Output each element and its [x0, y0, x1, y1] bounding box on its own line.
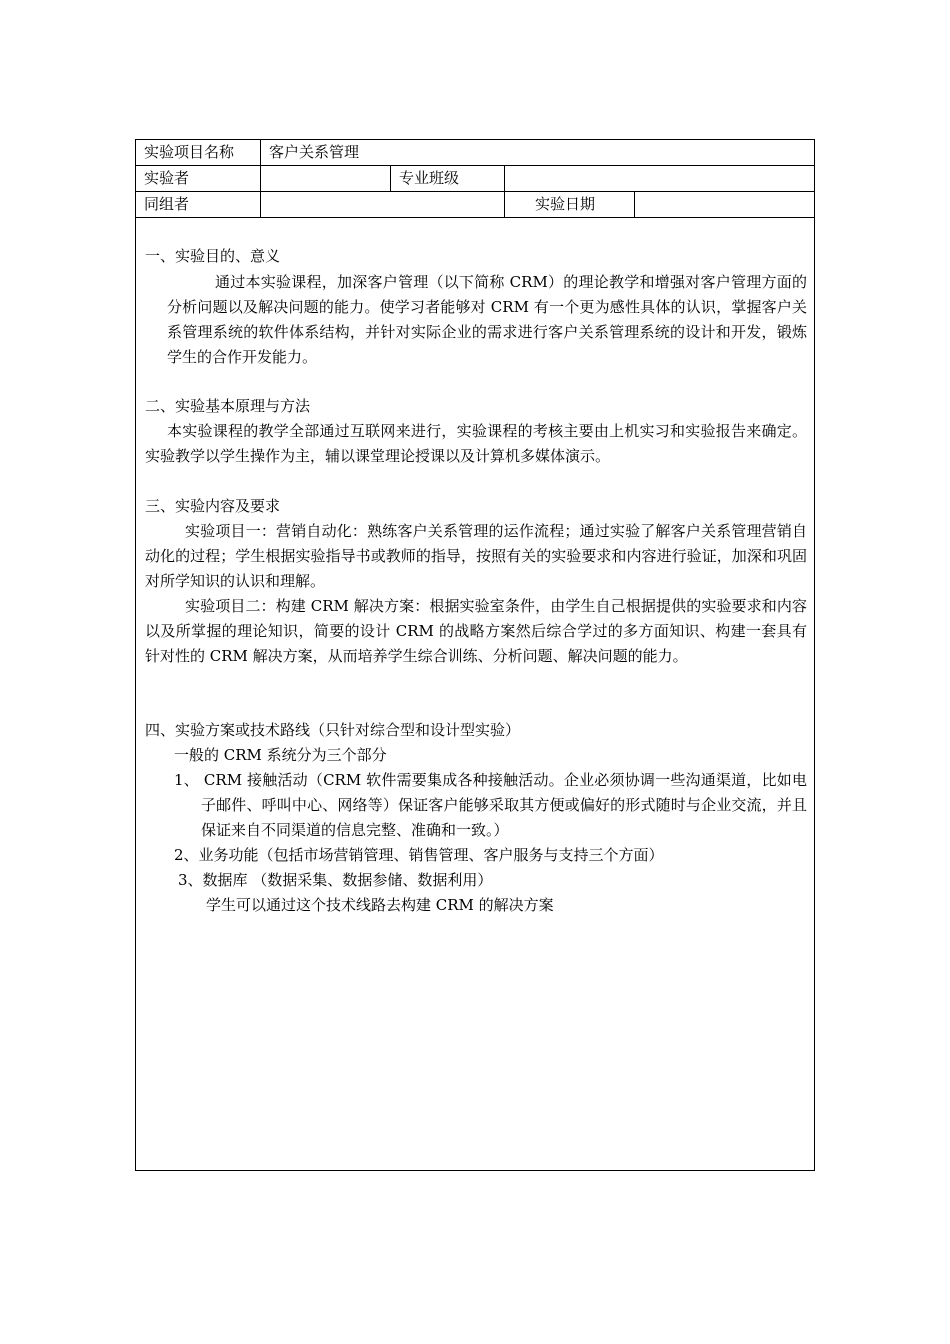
section-2-title: 二、实验基本原理与方法: [145, 397, 311, 415]
section-2-body: 本实验课程的教学全部通过互联网来进行，实验课程的考核主要由上机实习和实验报告来确定。实验教学以学生操作为主，辅以课堂理论授课以及计算机多媒体演示。: [145, 422, 807, 465]
section-4-title: 四、实验方案或技术路线（只针对综合型和设计型实验）: [145, 721, 521, 739]
section-1-body: 通过本实验课程，加深客户管理（以下简称 CRM）的理论教学和增强对客户管理方面的分析问题以及解决问题的能力。使学习者能够对 CRM 有一个更为感性具体的认识，掌握客户关系管理系统的软件体系结构，并针对实际企业的需求进行客户关系管理系统的设计和开发，锻炼学生的合作开发能力。: [167, 273, 807, 366]
section-1-title: 一、实验目的、意义: [145, 247, 281, 265]
group-members-label: 同组者: [144, 195, 190, 213]
section-4-list-item-3: 3、数据库 （数据采集、数据参储、数据利用）: [178, 871, 493, 889]
class-value[interactable]: [504, 166, 814, 191]
project-name-label: 实验项目名称: [144, 143, 235, 161]
project-name-value[interactable]: 客户关系管理: [260, 140, 814, 165]
section-4-list-item-2: 2、业务功能（包括市场营销管理、销售管理、客户服务与支持三个方面）: [174, 846, 664, 864]
section-3-item-1: 实验项目一：营销自动化：熟练客户关系管理的运作流程；通过实验了解客户关系管理营销自动化的过程；学生根据实验指导书或教师的指导，按照有关的实验要求和内容进行验证，加深和巩固对所学知识的认识和理解。: [145, 522, 807, 590]
header-row-experimenter: [136, 166, 814, 192]
group-members-value[interactable]: [260, 192, 504, 217]
section-4-list-item-1: 1、 CRM 接触活动（CRM 软件需要集成各种接触活动。企业必须协调一些沟通渠道，比如电子邮件、呼叫中心、网络等）保证客户能够采取其方便或偏好的形式随时与企业交流，并且保证来自不同渠道的信息完整、准确和一致。）: [174, 771, 807, 839]
experimenter-label: 实验者: [144, 169, 190, 187]
section-3-title: 三、实验内容及要求: [145, 497, 281, 515]
header-row-project: [136, 140, 814, 166]
section-4-conclusion: 学生可以通过这个技术线路去构建 CRM 的解决方案: [206, 896, 554, 914]
date-value[interactable]: [634, 192, 814, 217]
section-3-item-2: 实验项目二：构建 CRM 解决方案：根据实验室条件，由学生自己根据提供的实验要求和内容以及所掌握的理论知识，简要的设计 CRM 的战略方案然后综合学过的多方面知识、构建一套具有针对性的 CRM 解决方案，从而培养学生综合训练、分析问题、解决问题的能力。: [145, 597, 807, 665]
section-4-intro: 一般的 CRM 系统分为三个部分: [174, 746, 387, 764]
header-row-group: [136, 192, 814, 218]
experimenter-value[interactable]: [260, 166, 390, 191]
class-label: 专业班级: [390, 166, 504, 191]
date-label: 实验日期: [504, 192, 634, 217]
report-form: [135, 139, 815, 1171]
